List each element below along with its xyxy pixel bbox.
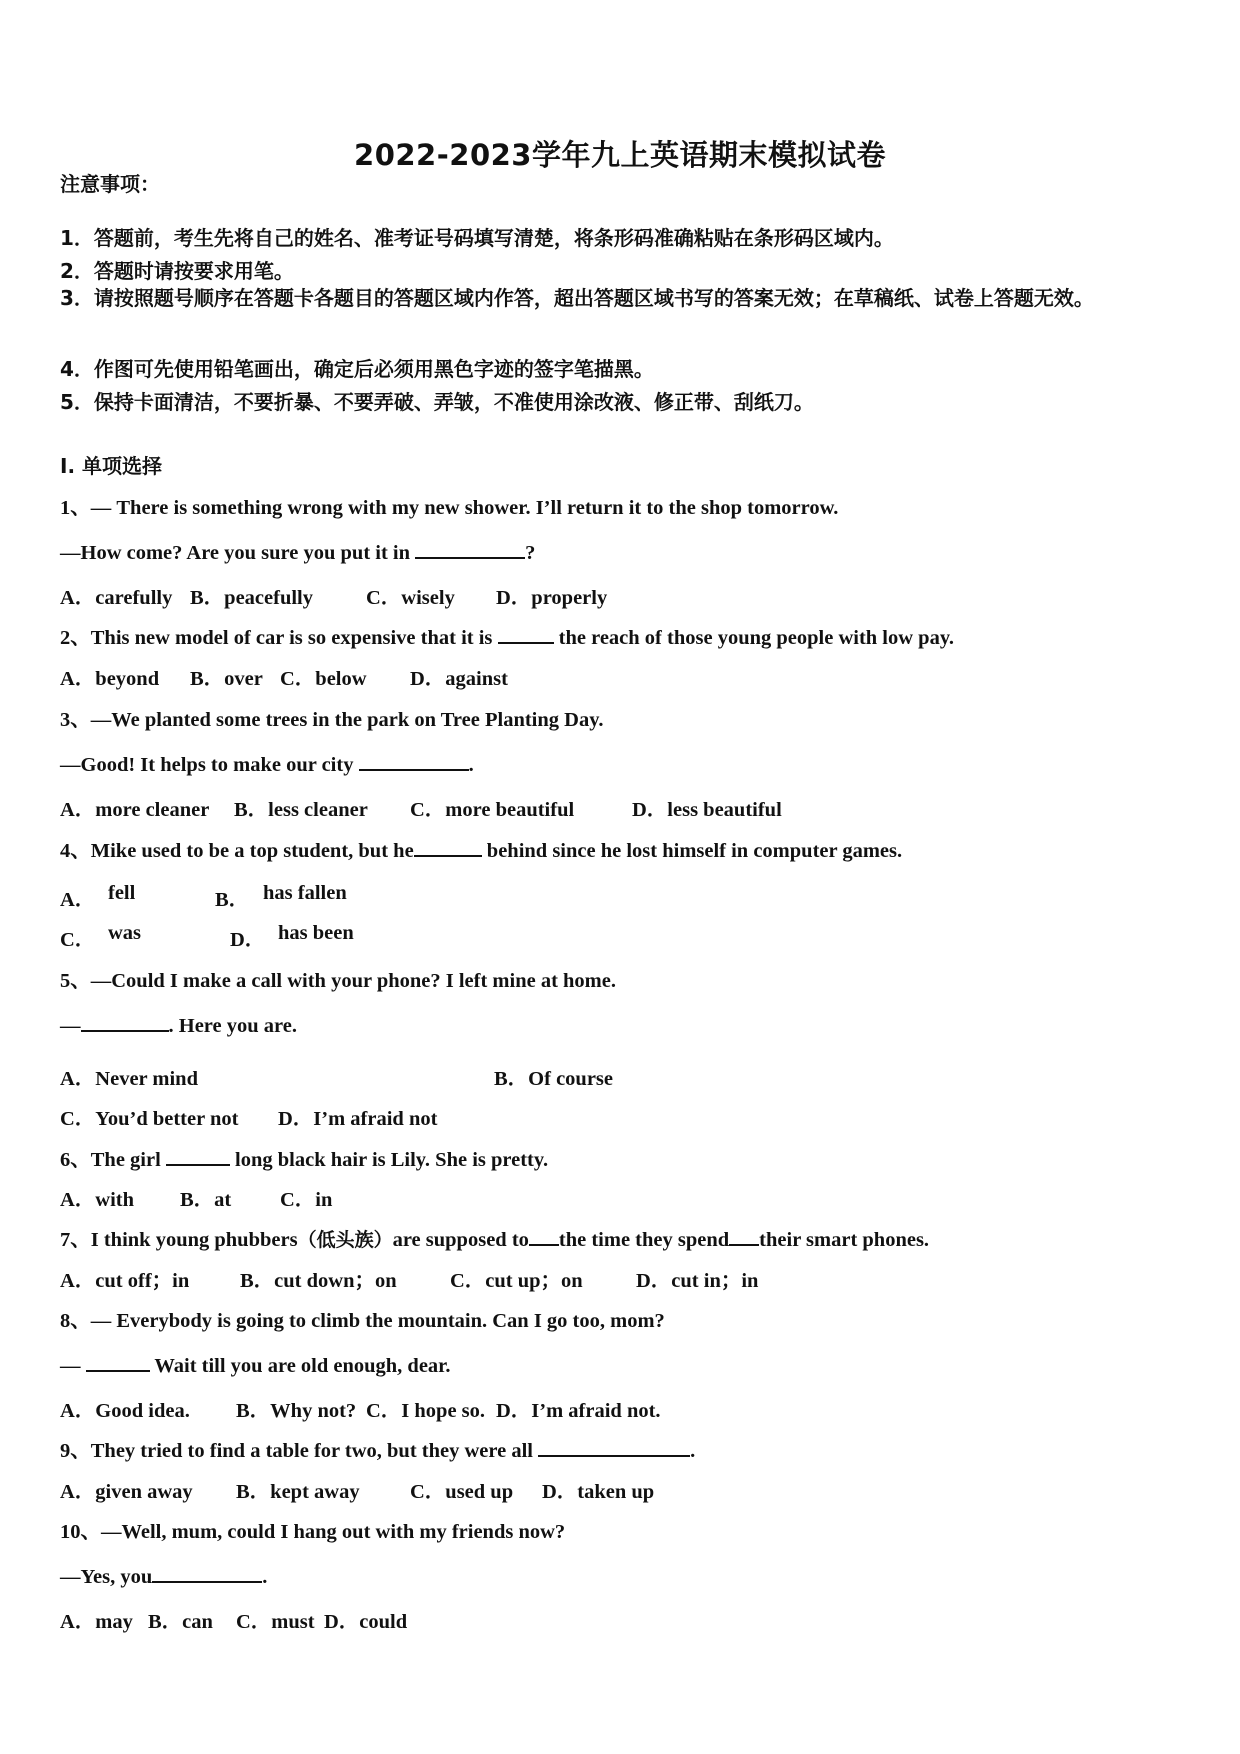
question-8-stem: 8、— Everybody is going to climb the mountain. Can I go too, mom? [60,1310,665,1332]
question-text: . [262,1566,268,1588]
option-c[interactable]: C． [60,929,96,951]
option-a[interactable]: A．with [60,1189,135,1211]
option-c[interactable]: C．must [236,1611,315,1633]
option-d[interactable]: D． [230,929,266,951]
question-5-stem: 5、—Could I make a call with your phone? I left mine at home. [60,970,616,992]
answer-blank [166,1146,230,1166]
question-1-stem: 1、— There is something wrong with my new shower. I’ll return it to the shop tomorrow. [60,497,839,519]
question-8-reply [60,1352,451,1378]
answer-blank [498,624,554,644]
question-text: 9、They tried to find a table for two, but they were all [60,1440,539,1462]
notice-item-2: 2．答题时请按要求用笔。 [60,259,294,283]
option-c[interactable]: C．You’d better not [60,1108,239,1130]
notice-item-3: 3．请按照题号顺序在答题卡各题目的答题区域内作答，超出答题区域书写的答案无效；在草稿纸、试卷上答题无效。 [60,286,1094,310]
question-text: the time they spend [558,1229,730,1251]
question-text: are supposed to [392,1229,529,1251]
option-d[interactable]: D．could [324,1611,408,1633]
option-a[interactable]: A． [60,889,96,911]
question-4-stem [60,833,902,863]
question-7-stem [60,1222,929,1252]
question-text: 4、Mike used to be a top student, but he [60,840,414,862]
section-heading: Ⅰ. 单项选择 [60,454,163,478]
answer-blank [86,1352,150,1372]
question-text: . [468,754,474,776]
option-b[interactable]: B．over [190,668,263,690]
option-a[interactable]: A．more cleaner [60,799,210,821]
question-3-stem: 3、—We planted some trees in the park on Tree Planting Day. [60,709,604,731]
option-a[interactable]: A．Never mind [60,1068,198,1090]
option-b-text[interactable]: has fallen [263,882,347,904]
option-c[interactable]: C．in [280,1189,333,1211]
option-d[interactable]: D．cut in；in [636,1270,759,1292]
question-1-reply [60,539,535,565]
question-text: — [60,1355,86,1377]
option-d[interactable]: D．I’m afraid not [278,1108,438,1130]
question-text: . Here you are. [168,1015,297,1037]
question-text: Wait till you are old enough, dear. [149,1355,451,1377]
question-text: 7、I think young phubbers [60,1229,298,1251]
option-c[interactable]: C．I hope so. [366,1400,486,1422]
option-d[interactable]: D．properly [496,587,608,609]
option-d[interactable]: D．against [410,668,508,690]
answer-blank [359,751,469,771]
question-text: —How come? Are you sure you put it in [60,542,416,564]
notice-item-1: 1．答题前，考生先将自己的姓名、准考证号码填写清楚，将条形码准确粘贴在条形码区域内。 [60,226,894,250]
option-b[interactable]: B．Why not? [236,1400,357,1422]
option-b[interactable]: B．kept away [236,1481,360,1503]
option-a[interactable]: A．may [60,1611,133,1633]
question-5-reply [60,1012,297,1038]
option-a-text[interactable]: fell [108,882,136,904]
question-text: ? [525,542,536,564]
question-text-cn: （低头族） [297,1229,393,1251]
question-text: —Good! It helps to make our city [60,754,359,776]
option-d[interactable]: D．less beautiful [632,799,782,821]
answer-blank [414,837,482,857]
notice-item-5: 5．保持卡面清洁，不要折暴、不要弄破、弄皱，不准使用涂改液、修正带、刮纸刀。 [60,390,814,414]
answer-blank [81,1012,169,1032]
option-b[interactable]: B．can [148,1611,213,1633]
question-text: — [60,1015,81,1037]
option-a[interactable]: A．cut off；in [60,1270,190,1292]
question-9-stem [60,1433,695,1463]
option-c[interactable]: C．wisely [366,587,455,609]
question-2-stem [60,620,954,650]
option-c[interactable]: C．used up [410,1481,514,1503]
question-3-reply [60,751,474,777]
question-text: 2、This new model of car is so expensive that it is [60,627,498,649]
option-b[interactable]: B．less cleaner [234,799,368,821]
answer-blank [415,539,525,559]
question-6-stem [60,1142,548,1172]
option-c[interactable]: C．more beautiful [410,799,575,821]
question-text: behind since he lost himself in computer games. [481,840,903,862]
answer-blank [538,1437,690,1457]
option-d-text[interactable]: has been [278,922,354,944]
question-10-reply [60,1563,267,1589]
option-a[interactable]: A．carefully [60,587,173,609]
option-c-text[interactable]: was [108,922,142,944]
option-c[interactable]: C．below [280,668,367,690]
question-text: their smart phones. [759,1229,930,1251]
option-b[interactable]: B． [215,889,250,911]
notice-item-4: 4．作图可先使用铅笔画出，确定后必须用黑色字迹的签字笔描黑。 [60,357,654,381]
question-10-stem: 10、—Well, mum, could I hang out with my friends now? [60,1521,566,1543]
option-b[interactable]: B．cut down；on [240,1270,397,1292]
answer-blank [729,1226,759,1246]
question-text: . [690,1440,696,1462]
page-title: 2022-2023学年九上英语期末模拟试卷 [354,138,886,172]
option-a[interactable]: A．given away [60,1481,193,1503]
question-text: long black hair is Lily. She is pretty. [229,1149,549,1171]
answer-blank [152,1563,262,1583]
question-text: 6、The girl [60,1149,166,1171]
option-b[interactable]: B．at [180,1189,232,1211]
option-c[interactable]: C．cut up；on [450,1270,583,1292]
option-a[interactable]: A．Good idea. [60,1400,190,1422]
option-b[interactable]: B．Of course [494,1068,613,1090]
option-a[interactable]: A．beyond [60,668,160,690]
notice-heading: 注意事项： [60,172,160,196]
question-text: the reach of those young people with low pay. [553,627,955,649]
option-b[interactable]: B．peacefully [190,587,313,609]
question-text: —Yes, you [60,1566,153,1588]
option-d[interactable]: D．taken up [542,1481,655,1503]
answer-blank [529,1226,559,1246]
option-d[interactable]: D．I’m afraid not. [496,1400,661,1422]
